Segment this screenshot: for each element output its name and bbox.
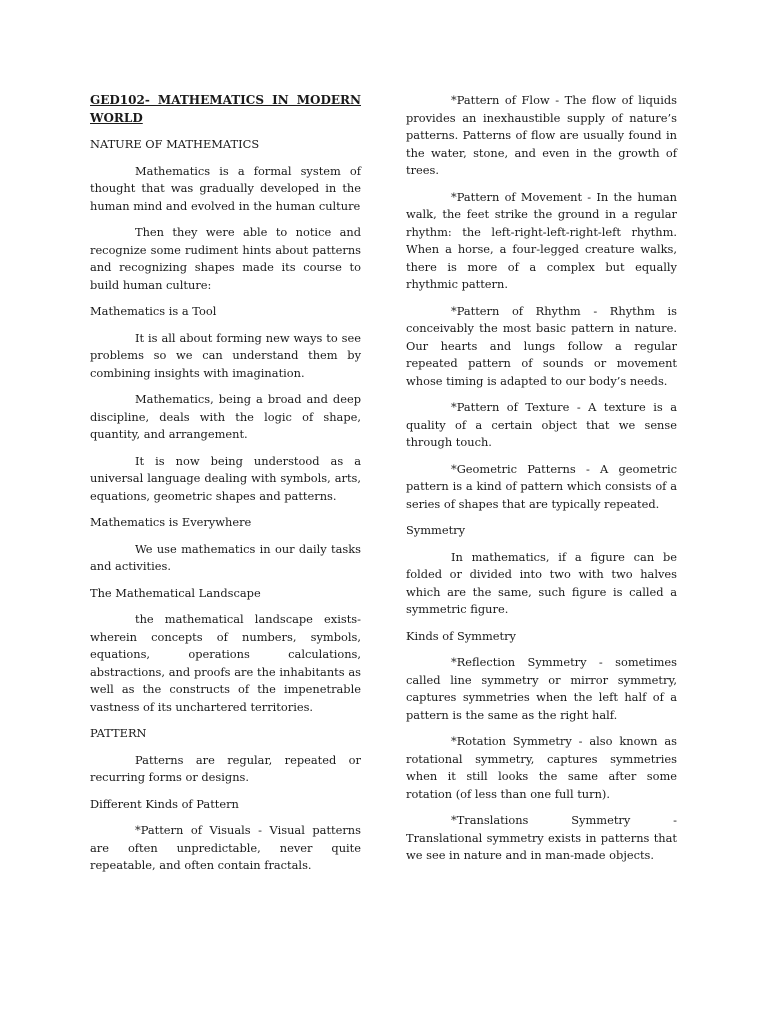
paragraph: Mathematics is a formal system of thought that was gradually developed in the human mind and evolved in the human culture: [90, 163, 361, 213]
paragraph: Mathematics, being a broad and deep discipline, deals with the logic of shape, quantity, and arrangement.: [90, 392, 361, 441]
paragraph: *Pattern of Movement - In the human walk, the feet strike the ground in a regular rhythm: the left-right-left-right-left rhythm. When a horse, a four-legged creature walks, there is more of a complex but equally rhythmic pattern.: [406, 189, 677, 291]
paragraph: Patterns are regular, repeated or recurring forms or designs.: [90, 752, 361, 784]
section-heading: The Mathematical Landscape: [90, 585, 261, 600]
section-heading: Different Kinds of Pattern: [90, 796, 239, 811]
section-heading: PATTERN: [90, 726, 147, 740]
left-column-blocks: [90, 136, 361, 875]
paragraph: It is all about forming new ways to see problems so we can understand them by combining insights with imagination.: [90, 330, 361, 380]
paragraph: In mathematics, if a figure can be folded or divided into two with two halves which are the same, such figure is called a symmetric figure.: [406, 549, 677, 616]
paragraph: the mathematical landscape exists- wherein concepts of numbers, symbols, equations, operations calculations, abstractions, and proofs are the inhabitants as well as the constructs of the impenetrable vastness of its unchartered territories.: [90, 612, 361, 714]
section-heading: Mathematics is Everywhere: [90, 515, 252, 529]
right-column-blocks: [406, 92, 677, 865]
paragraph: We use mathematics in our daily tasks and activities.: [90, 541, 361, 573]
paragraph: *Rotation Symmetry - also known as rotational symmetry, captures symmetries when it still looks the same after some rotation (of less than one full turn).: [406, 734, 677, 801]
paragraph: *Pattern of Flow - The flow of liquids provides an inexhaustible supply of nature’s patterns. Patterns of flow are usually found in the water, stone, and even in the growth of trees.: [406, 93, 677, 177]
paragraph: *Geometric Patterns - A geometric pattern is a kind of pattern which consists of a series of shapes that are typically repeated.: [406, 461, 677, 511]
section-heading: Symmetry: [406, 523, 466, 537]
paragraph: *Reflection Symmetry - sometimes called line symmetry or mirror symmetry, captures symmetries when the left half of a pattern is the same as the right half.: [406, 655, 677, 722]
document-title: GED102- MATHEMATICS IN MODERN WORLD: [90, 93, 361, 125]
paragraph: Then they were able to notice and recognize some rudiment hints about patterns and recognizing shapes made its course to build human culture:: [90, 225, 361, 292]
paragraph: *Translations Symmetry - Translational symmetry exists in patterns that we see in nature and in man-made objects.: [406, 813, 677, 862]
paragraph: *Pattern of Visuals - Visual patterns are often unpredictable, never quite repeatable, and often contain fractals.: [90, 823, 361, 872]
paragraph: *Pattern of Rhythm - Rhythm is conceivably the most basic pattern in nature. Our hearts and lungs follow a regular repeated pattern of sounds or movement whose timing is adapted to our body’s needs.: [406, 303, 677, 388]
section-heading: NATURE OF MATHEMATICS: [90, 137, 260, 151]
left-column: [90, 92, 361, 884]
right-column: [406, 92, 677, 874]
section-heading: Kinds of Symmetry: [406, 628, 516, 643]
paragraph: It is now being understood as a universal language dealing with symbols, arts, equations, geometric shapes and patterns.: [90, 453, 361, 503]
paragraph: *Pattern of Texture - A texture is a quality of a certain object that we sense through touch.: [406, 400, 677, 449]
section-heading: Mathematics is a Tool: [90, 304, 217, 318]
